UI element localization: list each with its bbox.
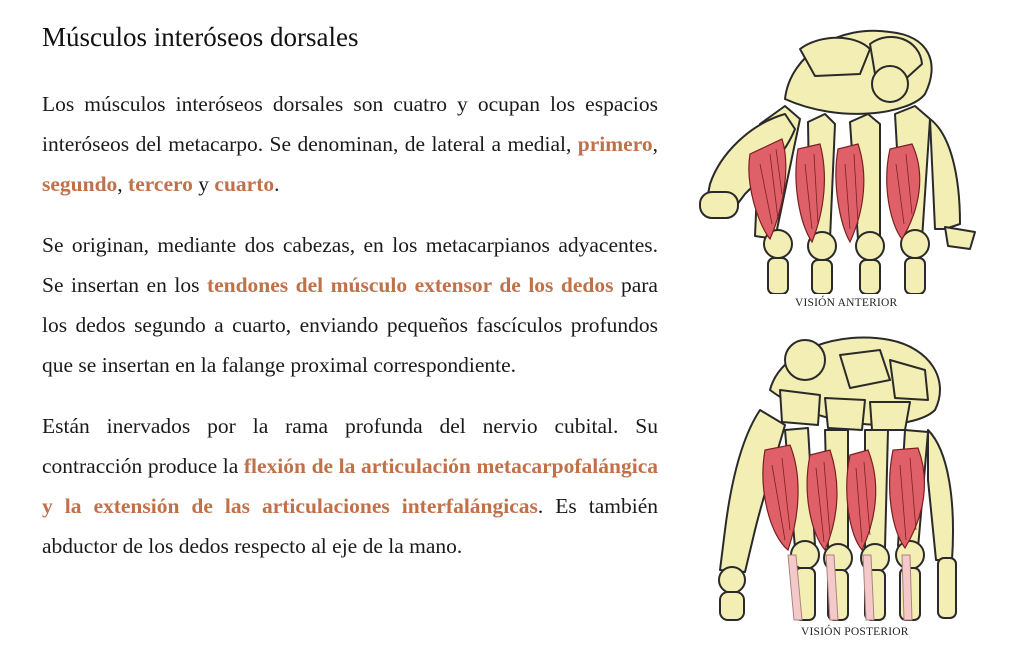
text: para los dedos segundo a cuarto, enviando pequeños fascículos profundos que se insertan en la falange proximal correspondiente.	[42, 273, 658, 377]
term-tercero[interactable]: tercero	[128, 172, 193, 196]
term-flexion-extension[interactable]: flexión de la articulación metacarpofalángica y la extensión de las articulaciones interfalángicas	[42, 454, 658, 518]
text: Están inervados por la rama profunda del nervio cubital. Su contracción produce la	[42, 414, 658, 478]
hand-posterior-illustration	[690, 330, 1010, 622]
term-primero[interactable]: primero	[577, 132, 653, 156]
term-cuarto[interactable]: cuarto	[214, 172, 275, 196]
term-tendones-extensor[interactable]: tendones del músculo extensor de los dedos	[206, 273, 614, 297]
text: . Es también abductor de los dedos respecto al eje de la mano.	[42, 494, 658, 558]
caption-anterior: VISIÓN ANTERIOR	[795, 297, 898, 309]
text: Los músculos interóseos dorsales son cuatro y ocupan los espacios interóseos del metacarpo. Se denominan, de lateral a medial,	[42, 92, 658, 156]
paragraph-3	[42, 406, 658, 566]
text: ,	[117, 172, 129, 196]
paragraph-1	[42, 84, 658, 204]
term-segundo[interactable]: segundo	[42, 172, 118, 196]
hand-anterior-illustration	[690, 14, 1010, 294]
article-body	[42, 84, 658, 587]
text: Se originan, mediante dos cabezas, en los metacarpianos adyacentes. Se insertan en los	[42, 233, 658, 297]
caption-posterior: VISIÓN POSTERIOR	[801, 626, 909, 638]
text: ,	[652, 132, 658, 156]
hand-posterior-svg	[690, 330, 1010, 622]
hand-anterior-svg	[690, 14, 1010, 294]
paragraph-2	[42, 225, 658, 385]
page-title: Músculos interóseos dorsales	[42, 22, 359, 52]
text: y	[192, 172, 215, 196]
text: .	[274, 172, 280, 196]
